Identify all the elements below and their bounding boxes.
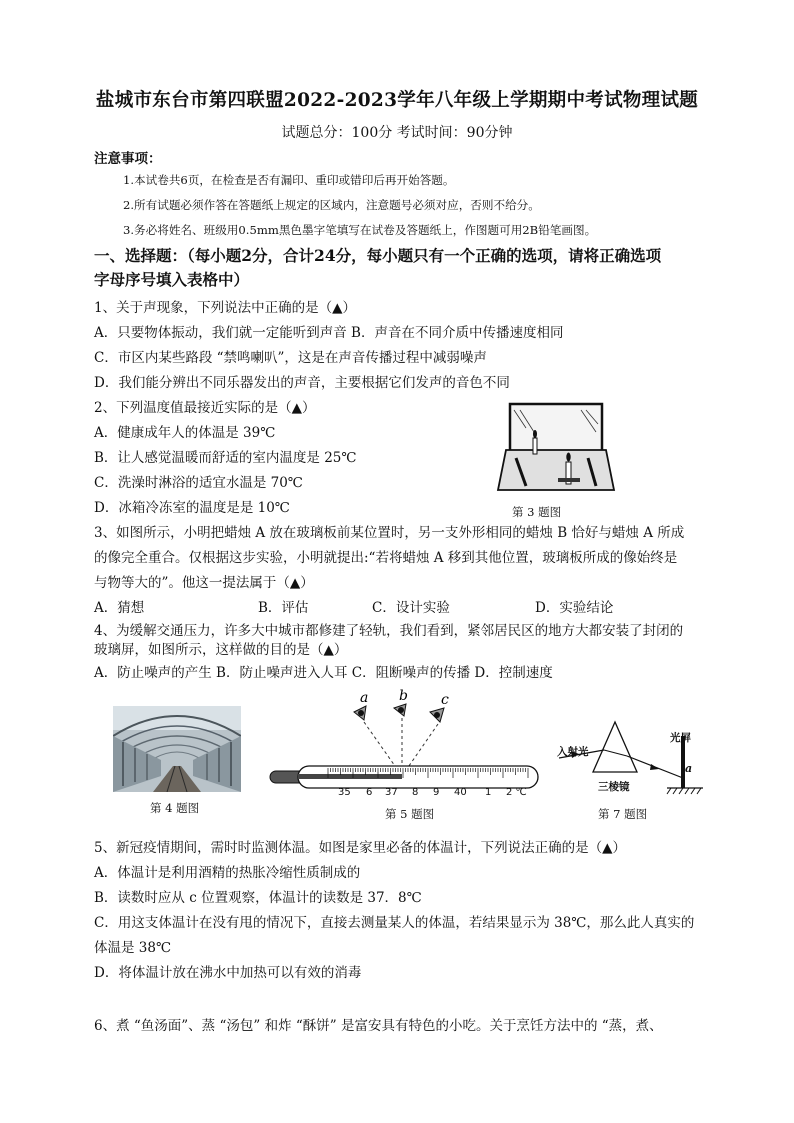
fig7-label-prism: 三棱镜 (598, 781, 630, 793)
label-a: a (360, 690, 369, 706)
notice-item-3: 3.务必将姓名、班级用0.5mm黑色墨字笔填写在试卷及答题纸上，作图题可用2B铅笔画图。 (123, 223, 597, 237)
q1-option-c: C．市区内某些路段 “禁鸣喇叭”，这是在声音传播过程中减弱噪声 (94, 350, 487, 366)
q4-stem-line2: 玻璃屏，如图所示，这样做的目的是（▲） (94, 642, 348, 658)
q5-option-d: D．将体温计放在沸水中加热可以有效的消毒 (94, 965, 362, 981)
exam-title: 盐城市东台市第四联盟2022-2023学年八年级上学期期中考试物理试题 (95, 90, 699, 111)
figure-4-caption: 第 4 题图 (150, 801, 200, 815)
label-b: b (399, 688, 408, 704)
q3-option-a: A．猜想 (94, 600, 145, 616)
q2-option-c: C．洗澡时淋浴的适宜水温是 70℃ (94, 475, 303, 491)
q4-options: A．防止噪声的产生 B．防止噪声进入人耳 C．阻断噪声的传播 D．控制速度 (94, 665, 553, 681)
q4-stem-line1: 4、为缓解交通压力，许多大中城市都修建了轻轨，我们看到，紧邻居民区的地方大都安装了封闭的 (94, 623, 684, 639)
q5-stem: 5、新冠疫情期间，需时时监测体温。如图是家里必备的体温计，下列说法正确的是（▲） (94, 840, 626, 856)
eye-b-icon (394, 704, 406, 716)
q6-stem-line1: 6、煮 “鱼汤面”、蒸 “汤包” 和炸 “酥饼” 是富安具有特色的小吃。关于烹饪方法中的 “蒸，煮、 (94, 1018, 663, 1034)
q2-stem: 2、下列温度值最接近实际的是（▲） (94, 400, 316, 416)
q3-stem-line3: 与物等大的”。他这一提法属于（▲） (94, 575, 314, 591)
q2-option-b: B．让人感觉温暖而舒适的室内温度是 25℃ (94, 450, 357, 466)
thermo-scale-37: 37 (385, 787, 398, 798)
thermo-scale-2c: 2 ℃ (506, 787, 527, 798)
q1-stem: 1、关于声现象，下列说法中正确的是（▲） (94, 300, 356, 316)
q5-option-b: B．读数时应从 c 位置观察，体温计的读数是 37．8℃ (94, 890, 422, 906)
section-heading-line1: 一、选择题：（每小题2分，合计24分，每小题只有一个正确的选项，请将正确选项 (94, 246, 662, 265)
q3-option-c: C．设计实验 (372, 600, 450, 616)
q5-option-a: A．体温计是利用酒精的热胀冷缩性质制成的 (94, 865, 361, 881)
thermo-scale-35: 35 (338, 787, 351, 798)
q2-option-a: A．健康成年人的体温是 39℃ (94, 425, 276, 441)
thermo-scale-9: 9 (433, 787, 440, 798)
exam-subtitle: 试题总分：100分 考试时间：90分钟 (281, 125, 513, 141)
figure-4-light-rail-photo (113, 706, 241, 792)
fig7-label-a: a (685, 762, 693, 775)
eye-a-icon (354, 706, 366, 720)
notice-heading: 注意事项： (94, 151, 162, 167)
figure-7-caption: 第 7 题图 (598, 807, 648, 821)
q3-stem-line2: 的像完全重合。仅根据这步实验，小明就提出:“若将蜡烛 A 移到其他位置，玻璃板所成的像始终是 (94, 550, 678, 566)
eye-c-icon (430, 708, 444, 722)
q3-option-b: B．评估 (258, 600, 309, 616)
figure-3-plane-mirror (496, 398, 616, 498)
thermo-scale-40: 40 (454, 787, 467, 798)
q2-option-d: D．冰箱冷冻室的温度是是 10℃ (94, 500, 290, 516)
fig7-label-screen: 光屏 (670, 732, 691, 744)
thermo-scale-1: 1 (485, 787, 492, 798)
label-c: c (441, 692, 449, 708)
thermo-scale-8: 8 (412, 787, 419, 798)
q3-stem-line1: 3、如图所示，小明把蜡烛 A 放在玻璃板前某位置时，另一支外形相同的蜡烛 B 恰好与蜡烛 A 所成 (94, 525, 685, 541)
q3-option-d: D．实验结论 (535, 600, 614, 616)
figure-5-thermometer (268, 684, 542, 800)
fig7-label-incident: 入射光 (557, 746, 589, 758)
section-heading-line2: 字母序号填入表格中） (94, 270, 250, 289)
q5-option-c-line2: 体温是 38℃ (94, 940, 172, 956)
q1-options-ab: A．只要物体振动，我们就一定能听到声音 B．声音在不同介质中传播速度相同 (94, 325, 564, 341)
q5-option-c-line1: C．用这支体温计在没有甩的情况下，直接去测量某人的体温，若结果显示为 38℃，那么此人真实的 (94, 915, 695, 931)
thermo-scale-6: 6 (366, 787, 373, 798)
figure-3-caption: 第 3 题图 (512, 505, 562, 519)
figure-5-caption: 第 5 题图 (385, 807, 435, 821)
notice-item-2: 2.所有试题必须作答在答题纸上规定的区域内，注意题号必须对应，否则不给分。 (123, 198, 540, 212)
notice-item-1: 1.本试卷共6页，在检查是否有漏印、重印或错印后再开始答题。 (123, 173, 455, 187)
q1-option-d: D．我们能分辨出不同乐器发出的声音，主要根据它们发声的音色不同 (94, 375, 510, 391)
